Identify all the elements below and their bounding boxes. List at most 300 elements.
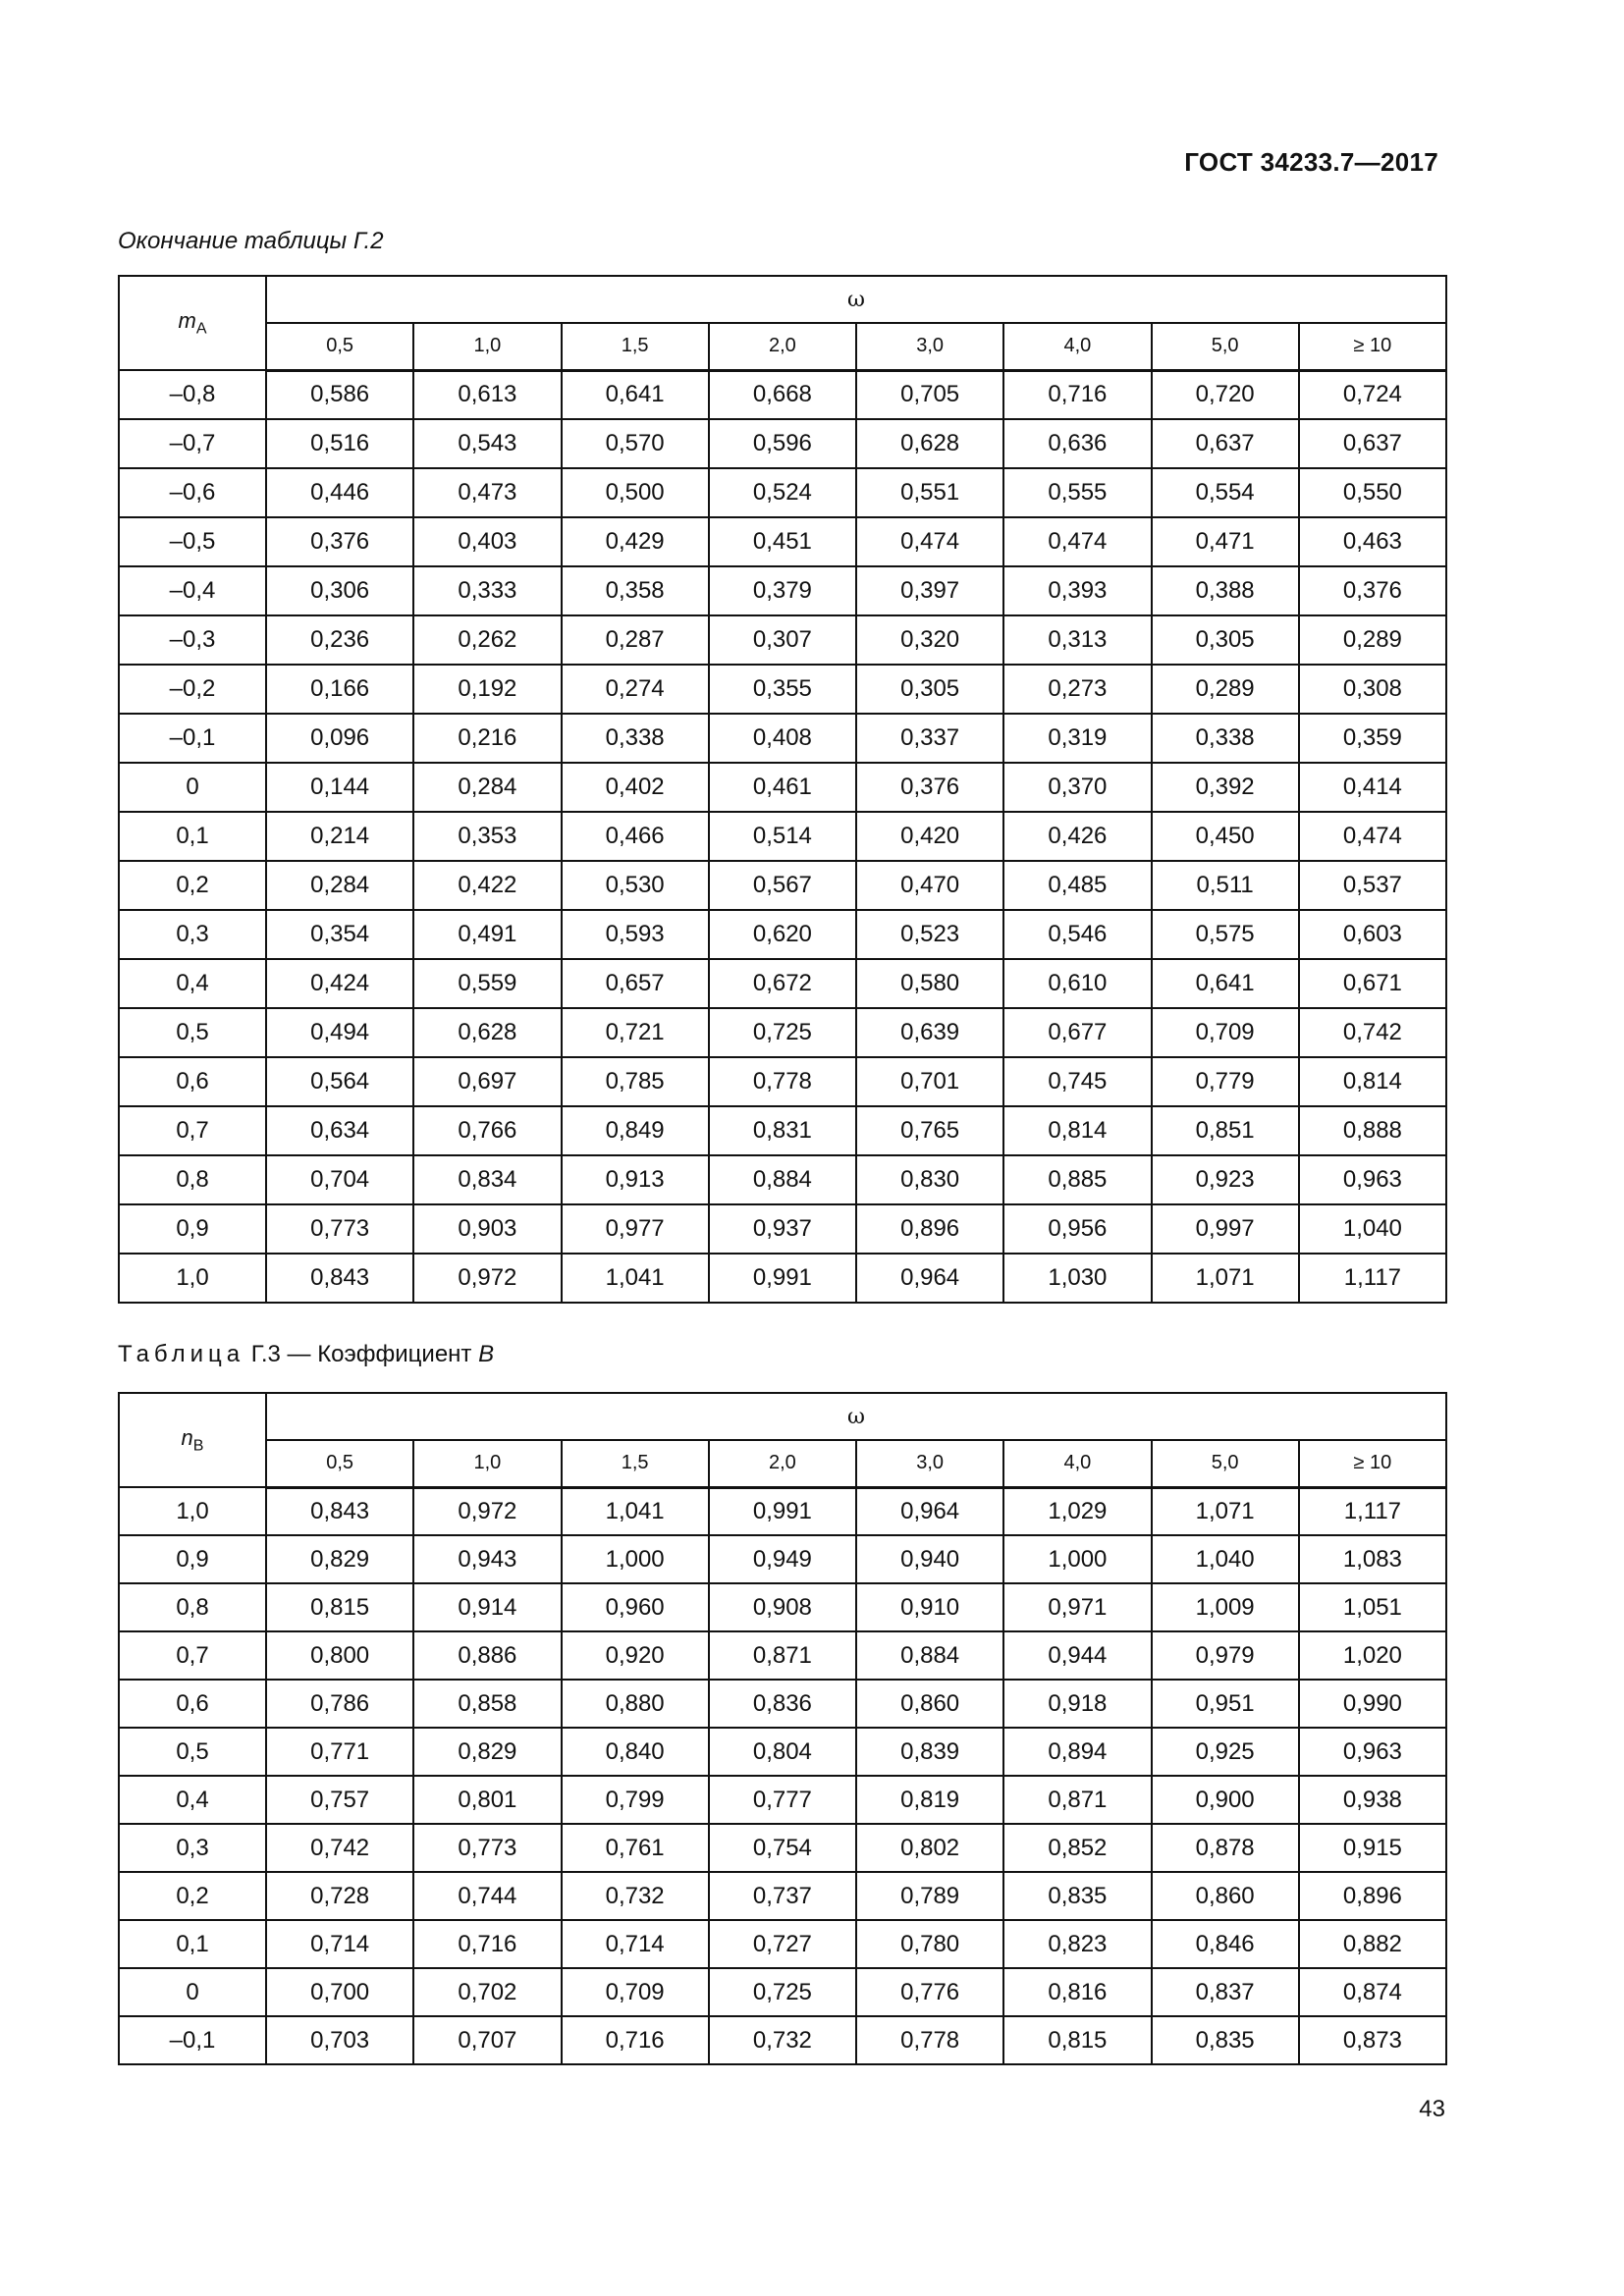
value-cell: 0,956 [1003,1204,1151,1254]
value-cell: 0,402 [562,763,709,812]
value-cell: 0,884 [856,1631,1003,1680]
value-cell: 0,900 [1152,1776,1299,1824]
value-cell: 0,463 [1299,517,1446,566]
value-cell: 0,586 [266,370,413,419]
value-cell: 0,524 [709,468,856,517]
value-cell: 0,716 [562,2016,709,2064]
value-cell: 0,971 [1003,1583,1151,1631]
value-cell: 0,677 [1003,1008,1151,1057]
row-key-cell: –0,8 [119,370,266,419]
value-cell: 0,714 [562,1920,709,1968]
column-header: 4,0 [1003,323,1151,370]
value-cell: 0,333 [413,566,561,615]
column-header: 1,0 [413,1440,561,1487]
value-cell: 0,885 [1003,1155,1151,1204]
value-cell: 0,829 [413,1728,561,1776]
column-header: 1,5 [562,1440,709,1487]
value-cell: 0,878 [1152,1824,1299,1872]
value-cell: 1,051 [1299,1583,1446,1631]
value-cell: 0,836 [709,1680,856,1728]
value-cell: 0,704 [266,1155,413,1204]
value-cell: 0,815 [266,1583,413,1631]
page-number: 43 [1419,2096,1445,2122]
value-cell: 0,724 [1299,370,1446,419]
value-cell: 0,701 [856,1057,1003,1106]
value-cell: 1,000 [562,1535,709,1583]
value-cell: 0,559 [413,959,561,1008]
value-cell: 0,474 [856,517,1003,566]
row-key-cell: 0,8 [119,1155,266,1204]
value-cell: 0,705 [856,370,1003,419]
value-cell: 0,780 [856,1920,1003,1968]
value-cell: 0,637 [1299,419,1446,468]
row-key-cell: –0,1 [119,2016,266,2064]
omega-group-header: ω [266,1393,1446,1440]
table-g2 [118,275,1447,1304]
value-cell: 0,466 [562,812,709,861]
value-cell: 0,773 [266,1204,413,1254]
value-cell: 0,523 [856,910,1003,959]
value-cell: 0,835 [1152,2016,1299,2064]
value-cell: 0,908 [709,1583,856,1631]
value-cell: 0,963 [1299,1728,1446,1776]
value-cell: 0,628 [856,419,1003,468]
value-cell: 0,849 [562,1106,709,1155]
value-cell: 0,991 [709,1254,856,1303]
value-cell: 0,815 [1003,2016,1151,2064]
value-cell: 0,671 [1299,959,1446,1008]
value-cell: 1,020 [1299,1631,1446,1680]
row-key-cell: 0,8 [119,1583,266,1631]
value-cell: 0,668 [709,370,856,419]
value-cell: 0,977 [562,1204,709,1254]
value-cell: 0,702 [413,1968,561,2016]
value-cell: 0,637 [1152,419,1299,468]
value-cell: 0,657 [562,959,709,1008]
value-cell: 0,778 [709,1057,856,1106]
value-cell: 0,709 [562,1968,709,2016]
value-cell: 0,913 [562,1155,709,1204]
value-cell: 0,888 [1299,1106,1446,1155]
value-cell: 0,262 [413,615,561,665]
value-cell: 0,944 [1003,1631,1151,1680]
column-header: 0,5 [266,1440,413,1487]
value-cell: 0,709 [1152,1008,1299,1057]
table-row [119,1728,1446,1776]
value-cell: 0,714 [266,1920,413,1968]
value-cell: 0,422 [413,861,561,910]
value-cell: 0,516 [266,419,413,468]
value-cell: 0,287 [562,615,709,665]
value-cell: 0,703 [266,2016,413,2064]
value-cell: 0,697 [413,1057,561,1106]
row-key-cell: 0,5 [119,1728,266,1776]
row-key-cell: 0,2 [119,861,266,910]
value-cell: 0,672 [709,959,856,1008]
value-cell: 0,843 [266,1487,413,1535]
value-cell: 0,886 [413,1631,561,1680]
value-cell: 0,641 [562,370,709,419]
value-cell: 0,214 [266,812,413,861]
value-cell: 0,471 [1152,517,1299,566]
value-cell: 0,846 [1152,1920,1299,1968]
value-cell: 0,639 [856,1008,1003,1057]
value-cell: 0,732 [562,1872,709,1920]
value-cell: 0,354 [266,910,413,959]
value-cell: 0,284 [413,763,561,812]
value-cell: 0,554 [1152,468,1299,517]
value-cell: 0,485 [1003,861,1151,910]
value-cell: 0,546 [1003,910,1151,959]
table-row [119,566,1446,615]
value-cell: 0,511 [1152,861,1299,910]
table-row [119,370,1446,419]
column-header: 1,0 [413,323,561,370]
table-row [119,665,1446,714]
value-cell: 0,716 [1003,370,1151,419]
value-cell: 0,829 [266,1535,413,1583]
value-cell: 0,096 [266,714,413,763]
value-cell: 0,979 [1152,1631,1299,1680]
value-cell: 0,839 [856,1728,1003,1776]
value-cell: 0,593 [562,910,709,959]
value-cell: 0,707 [413,2016,561,2064]
value-cell: 0,320 [856,615,1003,665]
row-key-cell: 0,2 [119,1872,266,1920]
value-cell: 0,799 [562,1776,709,1824]
row-key-cell: –0,4 [119,566,266,615]
value-cell: 0,555 [1003,468,1151,517]
value-cell: 0,274 [562,665,709,714]
value-cell: 0,964 [856,1487,1003,1535]
table-row [119,714,1446,763]
value-cell: 0,721 [562,1008,709,1057]
value-cell: 0,543 [413,419,561,468]
value-cell: 0,353 [413,812,561,861]
column-header: 5,0 [1152,1440,1299,1487]
value-cell: 0,273 [1003,665,1151,714]
value-cell: 0,882 [1299,1920,1446,1968]
value-cell: 0,355 [709,665,856,714]
table-row [119,1776,1446,1824]
value-cell: 0,474 [1299,812,1446,861]
value-cell: 0,392 [1152,763,1299,812]
value-cell: 0,725 [709,1968,856,2016]
value-cell: 0,473 [413,468,561,517]
value-cell: 0,379 [709,566,856,615]
value-cell: 0,951 [1152,1680,1299,1728]
row-key-cell: 0,4 [119,1776,266,1824]
row-key-cell: 0,9 [119,1535,266,1583]
value-cell: 1,041 [562,1487,709,1535]
value-cell: 0,359 [1299,714,1446,763]
value-cell: 0,446 [266,468,413,517]
value-cell: 0,915 [1299,1824,1446,1872]
table-row [119,615,1446,665]
value-cell: 0,819 [856,1776,1003,1824]
value-cell: 0,840 [562,1728,709,1776]
value-cell: 0,403 [413,517,561,566]
table-row [119,1920,1446,1968]
value-cell: 0,871 [1003,1776,1151,1824]
table-row [119,1487,1446,1535]
value-cell: 0,551 [856,468,1003,517]
value-cell: 0,727 [709,1920,856,1968]
table-row [119,1204,1446,1254]
value-cell: 0,785 [562,1057,709,1106]
row-key-cell: 0,4 [119,959,266,1008]
value-cell: 0,284 [266,861,413,910]
value-cell: 0,831 [709,1106,856,1155]
document-code: ГОСТ 34233.7—2017 [1184,147,1438,177]
value-cell: 0,761 [562,1824,709,1872]
value-cell: 1,083 [1299,1535,1446,1583]
row-key-cell: –0,3 [119,615,266,665]
value-cell: 0,358 [562,566,709,615]
column-header: ≥ 10 [1299,323,1446,370]
value-cell: 0,910 [856,1583,1003,1631]
value-cell: 0,305 [856,665,1003,714]
row-key-cell: 0,6 [119,1057,266,1106]
table-row [119,2016,1446,2064]
value-cell: 0,603 [1299,910,1446,959]
table-row [119,959,1446,1008]
value-cell: 0,786 [266,1680,413,1728]
table-row [119,468,1446,517]
value-cell: 0,816 [1003,1968,1151,2016]
value-cell: 0,943 [413,1535,561,1583]
value-cell: 0,745 [1003,1057,1151,1106]
value-cell: 0,823 [1003,1920,1151,1968]
table-row [119,419,1446,468]
row-key-cell: 0,5 [119,1008,266,1057]
value-cell: 0,236 [266,615,413,665]
value-cell: 0,494 [266,1008,413,1057]
value-cell: 0,338 [1152,714,1299,763]
value-cell: 0,308 [1299,665,1446,714]
value-cell: 1,117 [1299,1487,1446,1535]
column-header: 3,0 [856,323,1003,370]
value-cell: 0,580 [856,959,1003,1008]
value-cell: 0,884 [709,1155,856,1204]
value-cell: 0,925 [1152,1728,1299,1776]
value-cell: 0,851 [1152,1106,1299,1155]
value-cell: 0,860 [856,1680,1003,1728]
value-cell: 0,843 [266,1254,413,1303]
value-cell: 1,029 [1003,1487,1151,1535]
value-cell: 0,757 [266,1776,413,1824]
value-cell: 0,800 [266,1631,413,1680]
value-cell: 0,537 [1299,861,1446,910]
row-key-cell: 0 [119,763,266,812]
row-key-cell: 0,3 [119,910,266,959]
value-cell: 0,596 [709,419,856,468]
value-cell: 0,144 [266,763,413,812]
value-cell: 0,814 [1299,1057,1446,1106]
value-cell: 0,720 [1152,370,1299,419]
row-key-cell: –0,6 [119,468,266,517]
value-cell: 0,937 [709,1204,856,1254]
table-row [119,1872,1446,1920]
value-cell: 0,725 [709,1008,856,1057]
value-cell: 1,071 [1152,1487,1299,1535]
value-cell: 0,393 [1003,566,1151,615]
row-key-cell: 0,1 [119,812,266,861]
row-key-cell: 0,1 [119,1920,266,1968]
table-row [119,1254,1446,1303]
value-cell: 0,923 [1152,1155,1299,1204]
value-cell: 0,424 [266,959,413,1008]
value-cell: 0,388 [1152,566,1299,615]
value-cell: 0,804 [709,1728,856,1776]
value-cell: 0,742 [1299,1008,1446,1057]
value-cell: 0,307 [709,615,856,665]
value-cell: 0,801 [413,1776,561,1824]
table-row [119,1968,1446,2016]
value-cell: 1,041 [562,1254,709,1303]
row-key-cell: 0,9 [119,1204,266,1254]
row-key-cell: 0,6 [119,1680,266,1728]
column-header: 1,5 [562,323,709,370]
value-cell: 0,570 [562,419,709,468]
table-g2-caption: Окончание таблицы Г.2 [118,228,384,254]
value-cell: 1,117 [1299,1254,1446,1303]
value-cell: 0,860 [1152,1872,1299,1920]
table-row [119,1535,1446,1583]
value-cell: 0,192 [413,665,561,714]
value-cell: 0,920 [562,1631,709,1680]
value-cell: 0,874 [1299,1968,1446,2016]
table-row [119,812,1446,861]
table-row [119,861,1446,910]
row-key-cell: 0 [119,1968,266,2016]
table-row [119,517,1446,566]
row-key-cell: 0,3 [119,1824,266,1872]
value-cell: 0,773 [413,1824,561,1872]
value-cell: 0,896 [1299,1872,1446,1920]
value-cell: 0,474 [1003,517,1151,566]
value-cell: 0,997 [1152,1204,1299,1254]
value-cell: 0,754 [709,1824,856,1872]
value-cell: 0,777 [709,1776,856,1824]
value-cell: 0,641 [1152,959,1299,1008]
value-cell: 0,960 [562,1583,709,1631]
value-cell: 0,873 [1299,2016,1446,2064]
value-cell: 1,040 [1152,1535,1299,1583]
value-cell: 1,040 [1299,1204,1446,1254]
value-cell: 0,408 [709,714,856,763]
column-header: 5,0 [1152,323,1299,370]
value-cell: 0,835 [1003,1872,1151,1920]
value-cell: 0,771 [266,1728,413,1776]
value-cell: 0,564 [266,1057,413,1106]
value-cell: 0,514 [709,812,856,861]
column-header: ≥ 10 [1299,1440,1446,1487]
row-key-cell: 0,7 [119,1631,266,1680]
table-row [119,1583,1446,1631]
column-header: 2,0 [709,1440,856,1487]
value-cell: 0,289 [1299,615,1446,665]
value-cell: 0,830 [856,1155,1003,1204]
column-header: 2,0 [709,323,856,370]
value-cell: 1,030 [1003,1254,1151,1303]
value-cell: 0,313 [1003,615,1151,665]
row-key-cell: 1,0 [119,1254,266,1303]
table-g3 [118,1392,1447,2065]
value-cell: 0,716 [413,1920,561,1968]
omega-group-header: ω [266,276,1446,323]
value-cell: 0,451 [709,517,856,566]
value-cell: 0,963 [1299,1155,1446,1204]
table-g3-caption: Таблица Г.3 — Коэффициент B [118,1341,495,1367]
value-cell: 0,880 [562,1680,709,1728]
value-cell: 0,634 [266,1106,413,1155]
value-cell: 0,426 [1003,812,1151,861]
value-cell: 0,737 [709,1872,856,1920]
table-row [119,1008,1446,1057]
value-cell: 0,990 [1299,1680,1446,1728]
value-cell: 0,894 [1003,1728,1151,1776]
value-cell: 0,972 [413,1254,561,1303]
value-cell: 0,636 [1003,419,1151,468]
value-cell: 0,744 [413,1872,561,1920]
table-row [119,1824,1446,1872]
value-cell: 0,567 [709,861,856,910]
row-variable-header: $n_B$ [119,1393,266,1487]
value-cell: 0,871 [709,1631,856,1680]
row-variable-header: $m_A$ [119,276,266,370]
value-cell: 0,896 [856,1204,1003,1254]
value-cell: 0,789 [856,1872,1003,1920]
value-cell: 1,000 [1003,1535,1151,1583]
value-cell: 0,450 [1152,812,1299,861]
value-cell: 0,610 [1003,959,1151,1008]
value-cell: 1,071 [1152,1254,1299,1303]
value-cell: 0,628 [413,1008,561,1057]
table-row [119,1106,1446,1155]
value-cell: 0,728 [266,1872,413,1920]
value-cell: 0,903 [413,1204,561,1254]
table-row [119,1155,1446,1204]
value-cell: 0,779 [1152,1057,1299,1106]
value-cell: 0,550 [1299,468,1446,517]
value-cell: 0,338 [562,714,709,763]
value-cell: 0,470 [856,861,1003,910]
value-cell: 0,319 [1003,714,1151,763]
value-cell: 0,376 [266,517,413,566]
value-cell: 0,940 [856,1535,1003,1583]
value-cell: 0,305 [1152,615,1299,665]
value-cell: 0,575 [1152,910,1299,959]
value-cell: 0,530 [562,861,709,910]
value-cell: 0,613 [413,370,561,419]
table-row [119,1057,1446,1106]
value-cell: 0,166 [266,665,413,714]
value-cell: 0,620 [709,910,856,959]
value-cell: 0,991 [709,1487,856,1535]
value-cell: 0,500 [562,468,709,517]
value-cell: 0,938 [1299,1776,1446,1824]
row-key-cell: –0,2 [119,665,266,714]
value-cell: 0,376 [856,763,1003,812]
value-cell: 0,461 [709,763,856,812]
value-cell: 0,732 [709,2016,856,2064]
row-key-cell: 0,7 [119,1106,266,1155]
value-cell: 0,766 [413,1106,561,1155]
value-cell: 0,397 [856,566,1003,615]
table-row [119,1631,1446,1680]
value-cell: 0,414 [1299,763,1446,812]
